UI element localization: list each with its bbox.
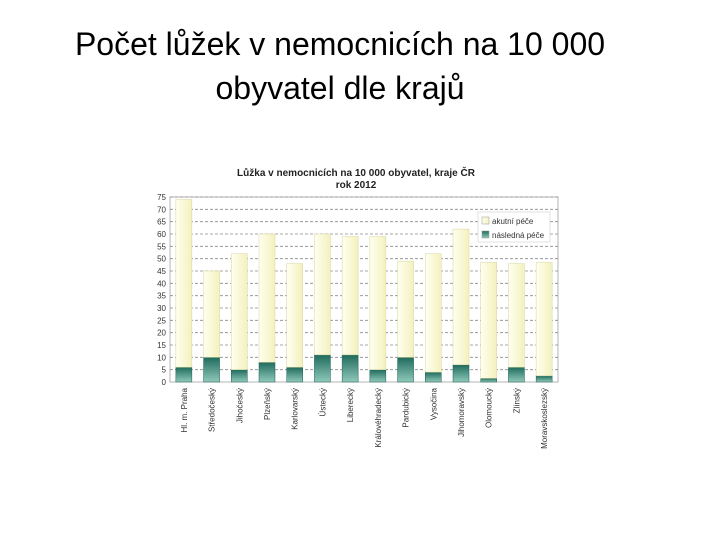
y-tick-label: 55	[157, 242, 166, 252]
y-tick-label: 50	[157, 254, 166, 264]
x-tick-label: Moravskoslezský	[540, 388, 550, 449]
x-tick-label: Pardubický	[401, 388, 411, 428]
bar-akutni-pece	[453, 229, 469, 365]
bar-akutni-pece	[231, 254, 247, 370]
bar-nasledna-pece	[453, 365, 469, 382]
y-tick-label: 0	[161, 378, 166, 387]
bar-nasledna-pece	[398, 357, 414, 382]
y-tick-label: 10	[157, 353, 166, 363]
y-tick-label: 45	[157, 267, 166, 276]
y-tick-label: 75	[157, 193, 166, 202]
bar-nasledna-pece	[231, 370, 247, 382]
bar-akutni-pece	[176, 199, 192, 367]
x-tick-label: Zlínský	[512, 388, 522, 414]
bar-akutni-pece	[259, 234, 275, 362]
bar-akutni-pece	[536, 262, 552, 375]
bar-nasledna-pece	[314, 355, 330, 382]
bar-nasledna-pece	[259, 362, 275, 382]
y-tick-label: 35	[157, 291, 166, 301]
y-tick-label: 20	[157, 328, 166, 338]
bar-akutni-pece	[398, 261, 414, 357]
x-tick-label: Královéhradecký	[373, 388, 383, 448]
chart-subtitle: rok 2012	[335, 180, 377, 191]
legend-swatch	[482, 231, 489, 238]
slide-title: Počet lůžek v nemocnicích na 10 000 obyvatel dle krajů	[74, 26, 606, 106]
x-tick-label: Karlovarský	[290, 388, 300, 430]
bar-akutni-pece	[481, 262, 497, 378]
bar-nasledna-pece	[425, 372, 441, 382]
y-tick-label: 65	[157, 217, 166, 227]
x-tick-label: Liberecký	[346, 388, 356, 423]
y-tick-label: 15	[157, 341, 166, 350]
x-tick-label: Ústecký	[318, 388, 328, 417]
x-tick-label: Středočeský	[207, 388, 217, 433]
bar-akutni-pece	[508, 264, 524, 368]
chart-title: Lůžka v nemocnicích na 10 000 obyvatel, kraje ČR	[237, 168, 475, 179]
bar-nasledna-pece	[370, 370, 386, 382]
legend-label: akutní péče	[492, 217, 534, 226]
bar-nasledna-pece	[508, 367, 524, 382]
y-tick-label: 30	[157, 304, 166, 313]
bar-nasledna-pece	[536, 376, 552, 382]
bar-nasledna-pece	[342, 355, 358, 382]
legend	[478, 212, 550, 242]
x-tick-label: Jihomoravský	[457, 388, 466, 437]
bar-nasledna-pece	[287, 367, 303, 382]
bar-nasledna-pece	[204, 357, 220, 382]
bar-nasledna-pece	[481, 378, 497, 382]
y-tick-label: 5	[161, 365, 166, 375]
y-tick-label: 60	[157, 230, 166, 239]
y-tick-label: 70	[157, 205, 166, 215]
x-tick-label: Plzeňský	[263, 388, 272, 421]
x-tick-label: Vysočina	[429, 388, 439, 421]
bar-akutni-pece	[287, 264, 303, 368]
legend-label: následná péče	[492, 231, 545, 240]
bar-akutni-pece	[314, 234, 330, 355]
y-tick-label: 25	[157, 316, 166, 326]
legend-swatch	[482, 217, 489, 224]
bar-akutni-pece	[342, 236, 358, 354]
bar-akutni-pece	[425, 254, 441, 372]
x-tick-label: Jihočeský	[235, 388, 245, 424]
bar-akutni-pece	[370, 236, 386, 369]
bar-nasledna-pece	[176, 367, 192, 382]
x-tick-label: Hl. m. Praha	[179, 388, 189, 433]
x-tick-label: Olomoucký	[484, 388, 494, 429]
bar-akutni-pece	[204, 271, 220, 357]
y-tick-label: 40	[157, 279, 166, 289]
